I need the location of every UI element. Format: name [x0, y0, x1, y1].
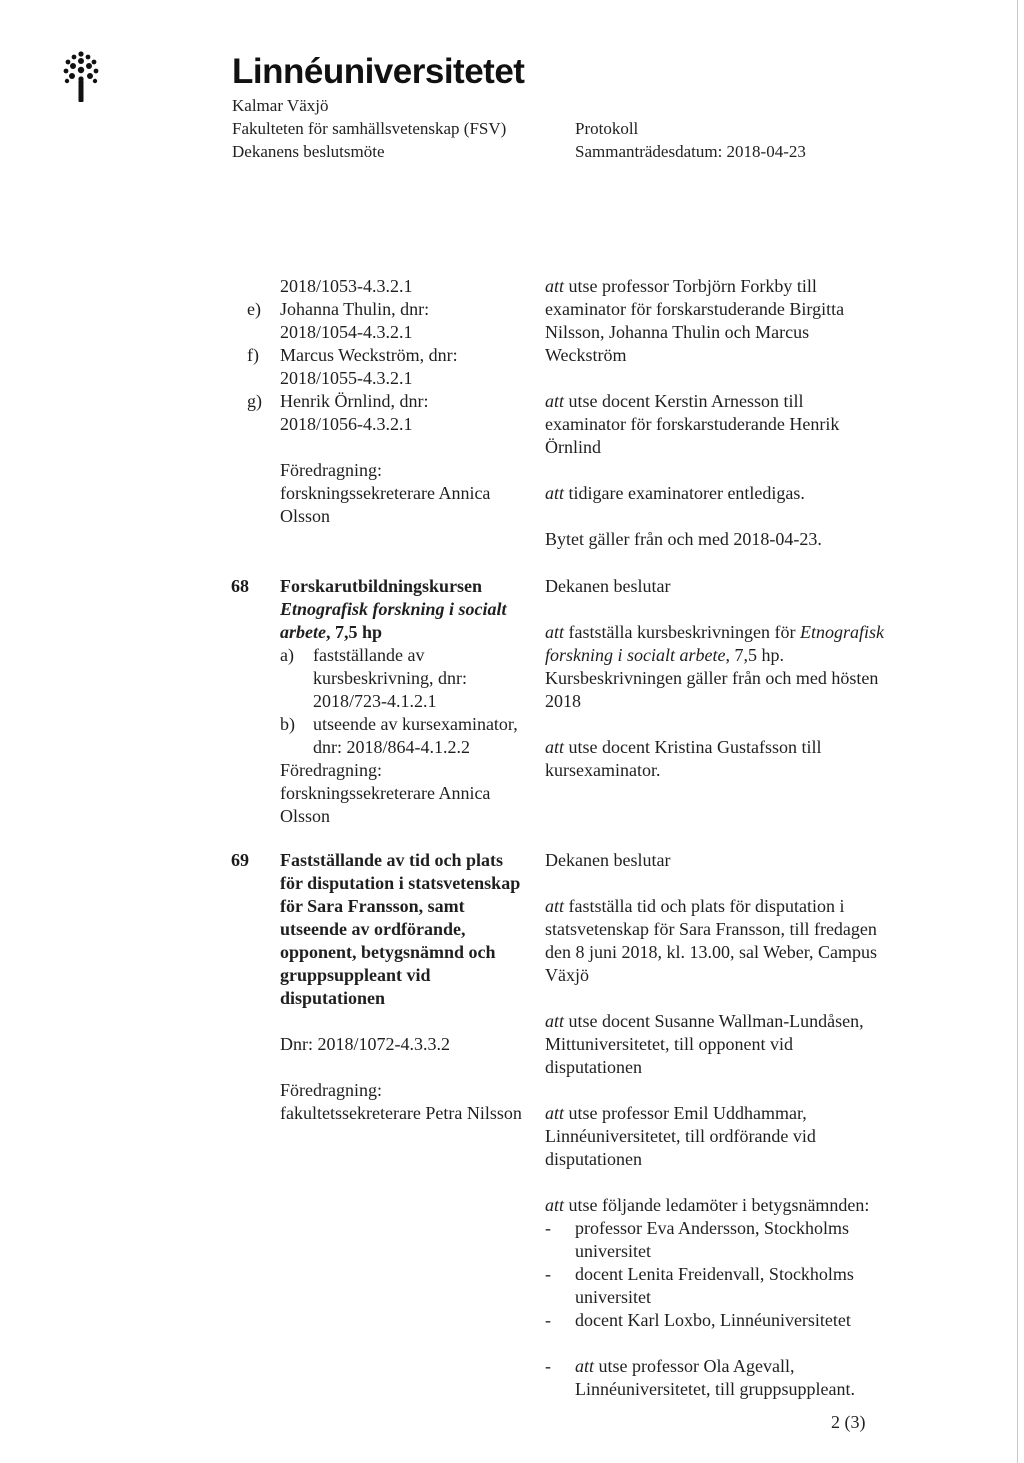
list-label: a) [280, 645, 294, 665]
scan-edge-line [1017, 0, 1018, 1463]
document-type: Protokoll [575, 119, 639, 138]
decision-line: att utse docent Kerstin Arnesson till [545, 391, 804, 411]
decision-line: 2018 [545, 691, 581, 711]
item-number-68: 68 [231, 576, 249, 596]
page-number: 2 (3) [831, 1412, 866, 1432]
committee-member: - professor Eva Andersson, Stockholms [545, 1218, 849, 1238]
decision-line: examinator för forskarstuderande Birgitta [545, 299, 845, 319]
dnr-line: 2018/723-4.1.2.1 [313, 691, 437, 711]
decision-line: den 8 juni 2018, kl. 13.00, sal Weber, Campus [545, 942, 877, 962]
dnr-line: 2018/1055-4.3.2.1 [280, 368, 413, 388]
substitute-decision-cont: Linnéuniversitetet, till gruppsuppleant. [575, 1379, 855, 1399]
decision-line: att utse professor Torbjörn Forkby till [545, 276, 817, 296]
presenter-name: forskningssekreterare Annica [280, 483, 491, 503]
presenter-label: Föredragning: [280, 460, 382, 480]
item-title-line: för disputation i statsvetenskap [280, 873, 521, 893]
decision-line: att utse professor Emil Uddhammar, [545, 1103, 807, 1123]
presenter-label: Föredragning: [280, 1080, 382, 1100]
continued-decisions [545, 275, 885, 551]
tree-logo-icon [62, 50, 100, 104]
item-69-left [280, 849, 542, 1125]
list-item-a [280, 644, 542, 667]
decision-line: att utse följande ledamöter i betygsnämnden: [545, 1195, 870, 1215]
decision-line: Örnlind [545, 437, 601, 457]
substitute-decision: - att utse professor Ola Agevall, [545, 1356, 795, 1376]
committee-member-cont: universitet [575, 1287, 651, 1307]
campuses: Kalmar Växjö [232, 96, 329, 115]
item-title-line: för Sara Fransson, samt [280, 896, 465, 916]
item-68-decisions [545, 575, 905, 782]
decision-heading: Dekanen beslutar [545, 850, 671, 870]
decision-line: att fastställa kursbeskrivningen för Etnografisk [545, 622, 884, 642]
committee-member-cont: universitet [575, 1241, 651, 1261]
item-title-line: gruppsuppleant vid [280, 965, 431, 985]
decision-line: Mittuniversitetet, till opponent vid [545, 1034, 793, 1054]
decision-line: att utse docent Susanne Wallman-Lundåsen, [545, 1011, 864, 1031]
item-69-decisions [545, 849, 915, 1401]
decision-line: examinator för forskarstuderande Henrik [545, 414, 840, 434]
item-title-line: utseende av ordförande, [280, 919, 466, 939]
list-item-b [280, 713, 542, 736]
dnr-line: 2018/1054-4.3.2.1 [280, 322, 413, 342]
item-title-line: Fastställande av tid och plats [280, 850, 504, 870]
presenter-name: fakultetssekreterare Petra Nilsson [280, 1103, 522, 1123]
list-label: b) [280, 714, 295, 734]
dnr-line: 2018/1056-4.3.2.1 [280, 414, 413, 434]
list-text: fastställande av [313, 645, 425, 665]
list-text-cont: kursbeskrivning, dnr: [313, 668, 467, 688]
list-item-f [247, 344, 542, 367]
decision-validity: Bytet gäller från och med 2018-04-23. [545, 529, 822, 549]
item-title-course: Etnografisk forskning i socialt [280, 599, 507, 619]
committee-member: - docent Lenita Freidenvall, Stockholms [545, 1264, 854, 1284]
presenter-name: forskningssekreterare Annica [280, 783, 491, 803]
faculty-name: Fakulteten för samhällsvetenskap (FSV) [232, 119, 507, 138]
presenter-label: Föredragning: [280, 760, 382, 780]
list-text: utseende av kursexaminator, [313, 714, 518, 734]
item-title-line: opponent, betygsnämnd och [280, 942, 496, 962]
university-logo-text: Linnéuniversitetet [232, 52, 525, 91]
item-number-69: 69 [231, 850, 249, 870]
decision-heading: Dekanen beslutar [545, 576, 671, 596]
decision-line: Kursbeskrivningen gäller från och med hösten [545, 668, 879, 688]
list-item-g [247, 390, 542, 413]
list-text: Henrik Örnlind, dnr: [280, 391, 429, 411]
dnr-line: 2018/1053-4.3.2.1 [280, 276, 413, 296]
decision-line: disputationen [545, 1057, 642, 1077]
presenter-name-cont: Olsson [280, 806, 331, 826]
dnr-line: dnr: 2018/864-4.1.2.2 [313, 737, 470, 757]
list-item-e [247, 298, 542, 321]
decision-line: att tidigare examinatorer entledigas. [545, 483, 805, 503]
list-label: e) [247, 299, 261, 319]
item-68-left [280, 575, 542, 828]
decision-line: Weckström [545, 345, 627, 365]
list-text: Marcus Weckström, dnr: [280, 345, 458, 365]
committee-member: - docent Karl Loxbo, Linnéuniversitetet [545, 1310, 851, 1330]
meeting-name: Dekanens beslutsmöte [232, 142, 385, 161]
presenter-name-cont: Olsson [280, 506, 331, 526]
decision-line: Växjö [545, 965, 589, 985]
item-title-credits: , 7,5 hp [325, 622, 383, 642]
item-title-course: arbete [280, 622, 326, 642]
item-title: Forskarutbildningskursen [280, 576, 483, 596]
dnr-line: Dnr: 2018/1072-4.3.3.2 [280, 1034, 450, 1054]
item-title-line: disputationen [280, 988, 386, 1008]
decision-line: att utse docent Kristina Gustafsson till [545, 737, 822, 757]
decision-line: Nilsson, Johanna Thulin och Marcus [545, 322, 810, 342]
list-label: g) [247, 391, 262, 411]
decision-line: forskning i socialt arbete, 7,5 hp. [545, 645, 784, 665]
decision-line: kursexaminator. [545, 760, 661, 780]
list-text: Johanna Thulin, dnr: [280, 299, 430, 319]
meeting-date: Sammanträdesdatum: 2018-04-23 [575, 142, 806, 161]
decision-line: Linnéuniversitetet, till ordförande vid [545, 1126, 816, 1146]
list-label: f) [247, 345, 259, 365]
decision-line: disputationen [545, 1149, 642, 1169]
decision-line: statsvetenskap för Sara Fransson, till fredagen [545, 919, 877, 939]
continued-item-left [247, 275, 542, 528]
decision-line: att fastställa tid och plats för disputation i [545, 896, 845, 916]
